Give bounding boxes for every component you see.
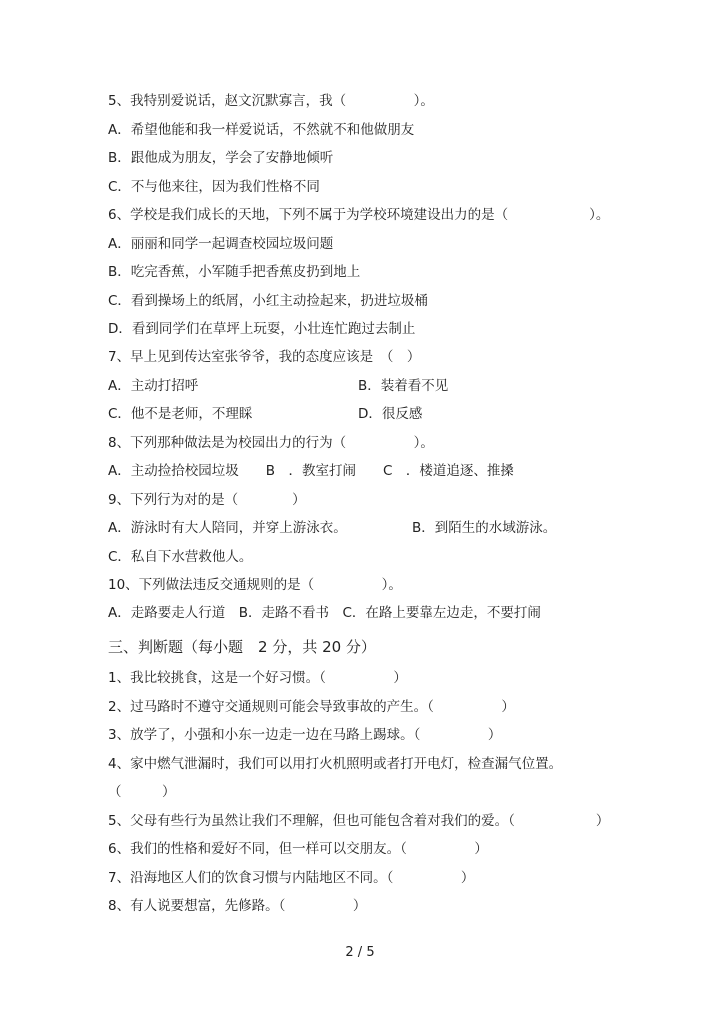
question-9-option-b: B．到陌生的水域游泳。 xyxy=(412,520,557,536)
question-5-option-b: B．跟他成为朋友，学会了安静地倾听 xyxy=(108,150,334,166)
question-5-option-c: C．不与他来往，因为我们性格不同 xyxy=(108,179,320,195)
question-6-stem: 6、学校是我们成长的天地，下列不属于为学校环境建设出力的是（ ）。 xyxy=(108,207,610,223)
judge-item-4: 4、家中燃气泄漏时，我们可以用打火机照明或者打开电灯，检查漏气位置。 xyxy=(108,756,563,772)
question-6-option-c: C．看到操场上的纸屑，小红主动捡起来，扔进垃圾桶 xyxy=(108,293,428,309)
question-7-option-a: A．主动打招呼 xyxy=(108,378,199,394)
question-7-option-d: D．很反感 xyxy=(358,406,423,422)
question-7-stem: 7、早上见到传达室张爷爷，我的态度应该是 （ ） xyxy=(108,349,421,365)
question-7-option-b: B．装着看不见 xyxy=(358,378,449,394)
judge-item-2: 2、过马路时不遵守交通规则可能会导致事故的产生。（ ） xyxy=(108,699,515,715)
question-6-option-d: D．看到同学们在草坪上玩耍，小壮连忙跑过去制止 xyxy=(108,321,416,337)
question-10-options: A．走路要走人行道 B．走路不看书 C．在路上要靠左边走，不要打闹 xyxy=(108,605,541,621)
question-5-option-a: A．希望他能和我一样爱说话，不然就不和他做朋友 xyxy=(108,122,415,138)
question-5-stem: 5、我特别爱说话，赵文沉默寡言，我（ ）。 xyxy=(108,93,434,109)
question-9-option-a: A．游泳时有大人陪同，并穿上游泳衣。 xyxy=(108,520,347,536)
question-8-options: A．主动捡拾校园垃圾 B ．教室打闹 C ．楼道追逐、推搡 xyxy=(108,463,514,479)
judge-item-3: 3、放学了，小强和小东一边走一边在马路上踢球。（ ） xyxy=(108,727,502,743)
judge-item-6: 6、我们的性格和爱好不同，但一样可以交朋友。（ ） xyxy=(108,841,488,857)
judge-item-8: 8、有人说要想富，先修路。（ ） xyxy=(108,898,367,914)
question-10-stem: 10、下列做法违反交通规则的是（ ）。 xyxy=(108,577,402,593)
page-number: 2 / 5 xyxy=(345,945,375,960)
question-9-stem: 9、下列行为对的是（ ） xyxy=(108,492,306,508)
question-9-option-c: C．私自下水营救他人。 xyxy=(108,549,253,565)
question-8-stem: 8、下列那种做法是为校园出力的行为（ ）。 xyxy=(108,435,434,451)
question-6-option-b: B．吃完香蕉，小军随手把香蕉皮扔到地上 xyxy=(108,264,361,280)
judge-item-4-answer: （ ） xyxy=(108,784,176,800)
judge-item-5: 5、父母有些行为虽然让我们不理解，但也可能包含着对我们的爱。（ ） xyxy=(108,813,610,829)
judge-item-7: 7、沿海地区人们的饮食习惯与内陆地区不同。（ ） xyxy=(108,870,475,886)
question-7-option-c: C．他不是老师，不理睬 xyxy=(108,406,253,422)
judge-item-1: 1、我比较挑食，这是一个好习惯。（ ） xyxy=(108,670,407,686)
section-3-heading: 三、判断题（每小题 2 分，共 20 分） xyxy=(108,638,376,656)
question-6-option-a: A．丽丽和同学一起调查校园垃圾问题 xyxy=(108,236,334,252)
